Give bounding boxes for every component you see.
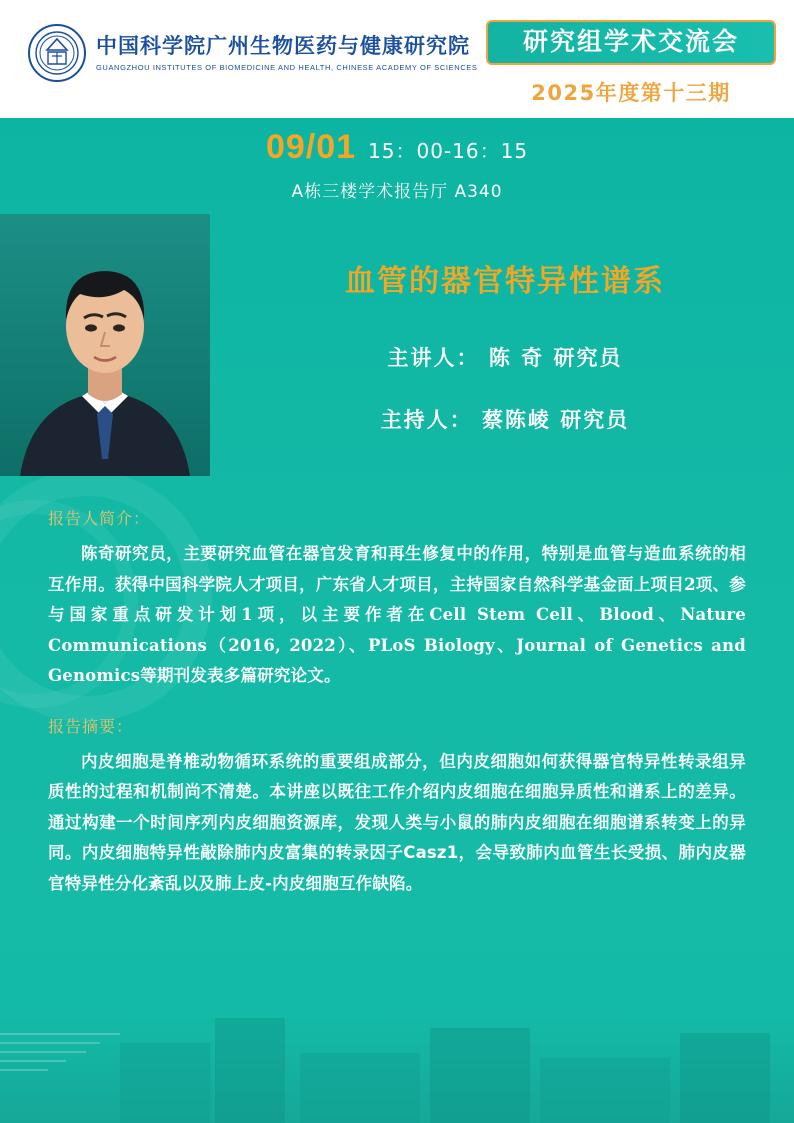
talk-host: 主持人： 蔡陈崚 研究员 <box>380 408 630 432</box>
institute-name-cn: 中国科学院广州生物医药与健康研究院 <box>96 34 470 59</box>
series-ribbon-box <box>486 20 776 65</box>
series-ribbon <box>486 20 776 107</box>
abstract-label: 报告摘要： <box>48 716 134 736</box>
institute-name-en: GUANGZHOU INSTITUTES OF BIOMEDICINE AND HEALTH, CHINESE ACADEMY OF SCIENCES <box>96 62 478 72</box>
talk-speaker: 主讲人： 陈 奇 研究员 <box>387 346 623 370</box>
institute-name-block <box>96 34 477 71</box>
talk-info <box>210 214 794 476</box>
poster-content <box>0 476 794 899</box>
bio-label: 报告人简介： <box>48 509 151 528</box>
bottom-photo-overlay <box>0 953 794 1123</box>
speaker-portrait <box>0 214 210 476</box>
institute-logo <box>28 24 477 82</box>
speaker-row <box>0 214 794 476</box>
campus-buildings-silhouette <box>0 973 794 1123</box>
institute-emblem-icon <box>28 24 86 82</box>
event-datebar <box>0 118 794 202</box>
event-date: 09/01 <box>265 128 357 166</box>
decorative-lines <box>0 1033 140 1103</box>
poster-header <box>0 0 794 118</box>
series-subtitle: 2025年度第十三期 <box>531 81 731 105</box>
abstract-text: 内皮细胞是脊椎动物循环系统的重要组成部分，但内皮细胞如何获得器官特异性转录组异质性的过程和机制尚不清楚。本讲座以既往工作介绍内皮细胞在细胞异质性和谱系上的差异。通过构建一个时间序列内皮细胞资源库，发现人类与小鼠的肺内皮细胞在细胞谱系转变上的异同。内皮细胞特异性敲除肺内皮富集的转录因子Casz1，会导致肺内血管生长受损、肺内皮器官特异性分化紊乱以及肺上皮-内皮细胞互作缺陷。 <box>48 751 746 893</box>
talk-title: 血管的器官特异性谱系 <box>345 264 665 299</box>
event-date-line <box>0 128 794 167</box>
bio-text: 陈奇研究员，主要研究血管在器官发育和再生修复中的作用，特别是血管与造血系统的相互作用。获得中国科学院人才项目，广东省人才项目，主持国家自然科学基金面上项目2项、参与国家重点研发计划1项，以主要作者在Cell Stem Cell、Blood、Nature Communications（2016, 2022）、PLoS Biology、Journal of Genetics and Genomics等期刊发表多篇研究论文。 <box>48 544 746 686</box>
series-title: 研究组学术交流会 <box>522 27 739 56</box>
event-venue: A栋三楼学术报告厅 A340 <box>291 182 503 202</box>
event-time: 15：00-16：15 <box>368 139 529 163</box>
